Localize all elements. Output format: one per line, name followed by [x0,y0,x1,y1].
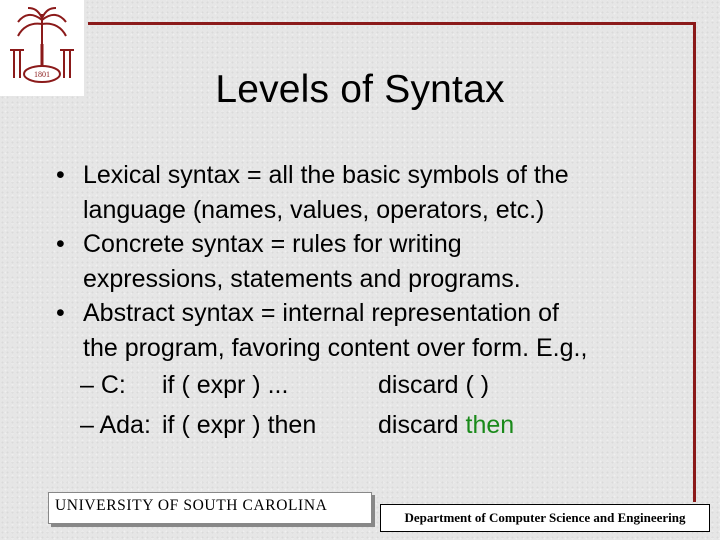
footer-university-text: UNIVERSITY OF SOUTH CAROLINA [55,497,328,514]
bullet-list [50,158,690,445]
example-accent-keyword: then [465,411,515,439]
example-expression: if ( expr ) ... [162,371,289,399]
example-discard: discard ( ) [378,371,490,399]
example-language: – Ada: [80,411,151,439]
example-discard: discard [378,411,466,439]
bullet-text-line2: language (names, values, operators, etc.) [83,195,545,224]
bullet-text-line1: Concrete syntax = rules for writing [83,230,462,258]
example-row-ada [50,405,690,445]
bullet-marker: • [56,299,65,327]
bullet-item-concrete [50,227,690,296]
footer-department-label [380,504,710,532]
bullet-text-line1: Abstract syntax = internal representation of [83,299,559,327]
example-language: – C: [80,371,126,399]
bullet-item-lexical [50,158,690,227]
frame-top-border [88,22,696,25]
bullet-marker: • [56,230,65,258]
example-expression: if ( expr ) then [162,411,317,439]
bullet-text-line1: Lexical syntax = all the basic symbols of the [83,161,569,189]
bullet-marker: • [56,161,65,189]
footer-university-label [48,492,372,524]
example-row-c [50,365,690,405]
bullet-text-line2: expressions, statements and programs. [83,264,521,293]
bullet-text-line2: the program, favoring content over form. E.g., [83,333,588,362]
bullet-item-abstract [50,296,690,365]
logo-year: 1801 [34,70,50,79]
example-discard-group [378,405,514,445]
footer-department-text: Department of Computer Science and Engineering [404,510,686,525]
slide-title: Levels of Syntax [215,68,505,111]
